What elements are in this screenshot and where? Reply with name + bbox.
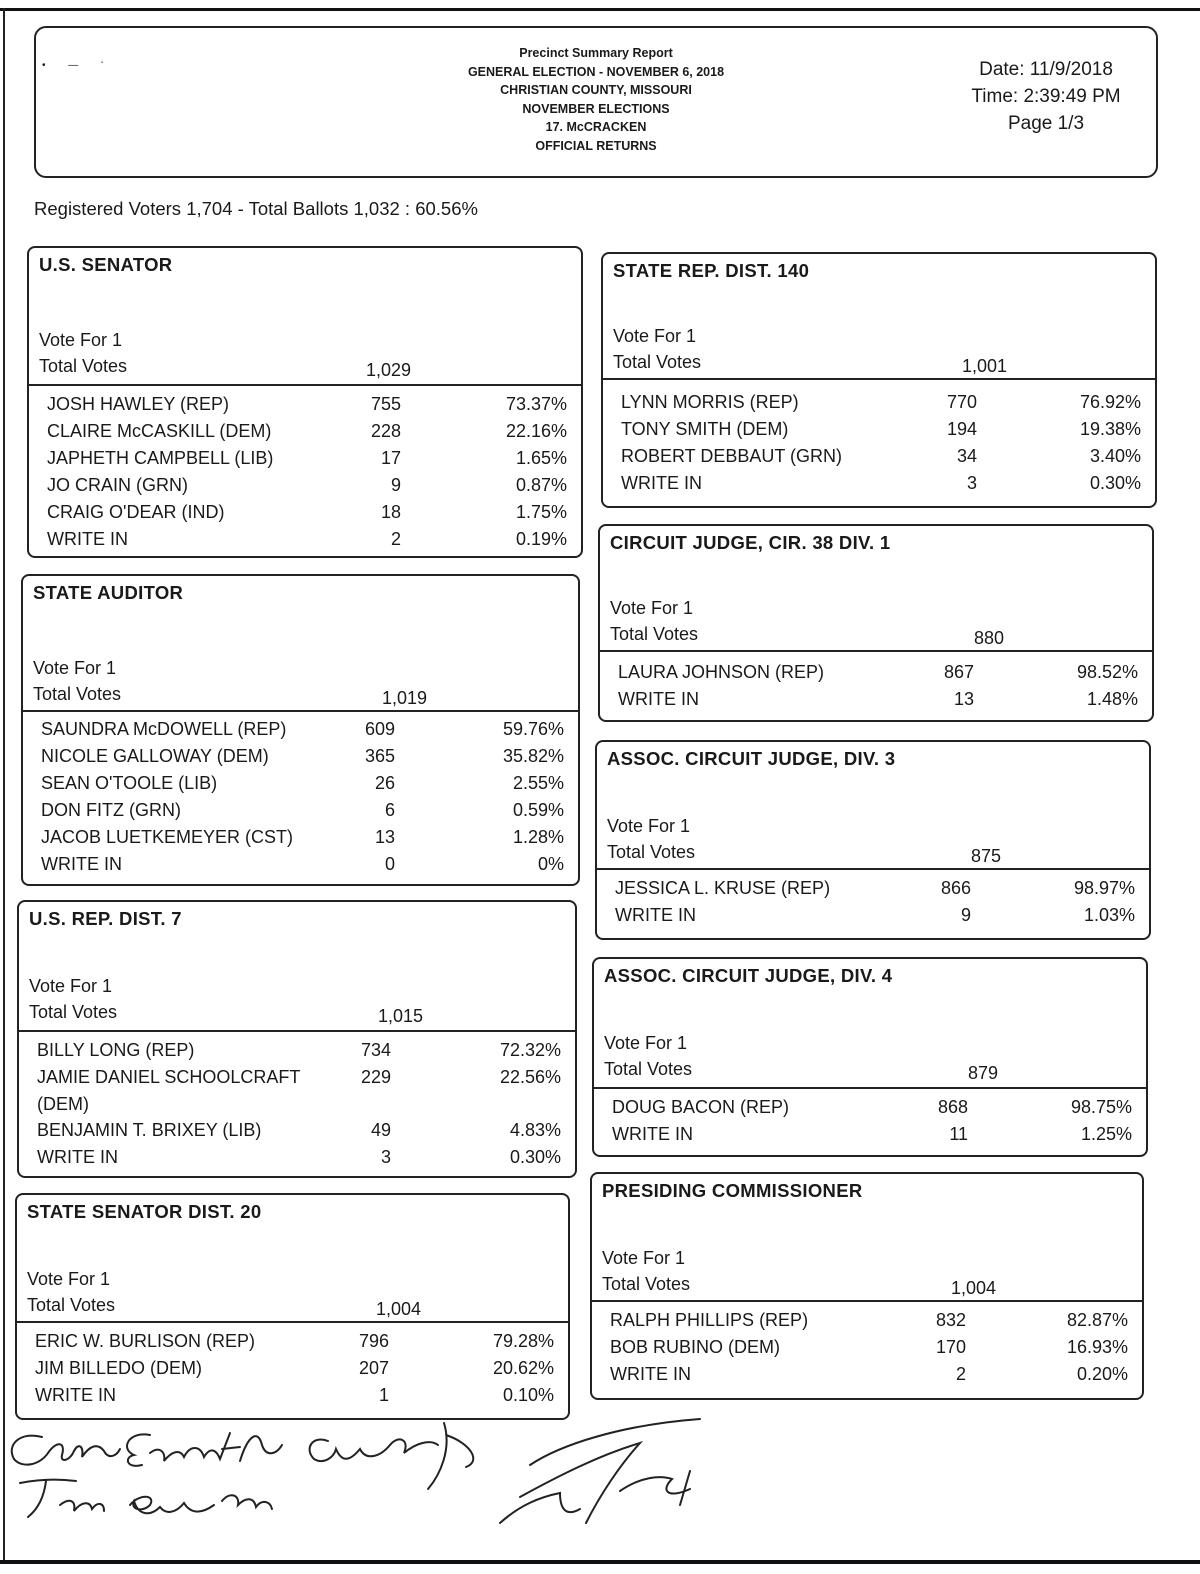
candidate-row — [621, 392, 1147, 419]
candidate-percent: 19.38% — [1079, 419, 1141, 439]
candidate-row — [41, 746, 570, 773]
candidate-percent: 3.40% — [1089, 446, 1141, 466]
signature-initials-right — [500, 1419, 700, 1523]
contest-title: PRESIDING COMMISSIONER — [602, 1180, 863, 1201]
candidate-name: WRITE IN — [621, 473, 702, 493]
candidate-percent: 1.65% — [515, 448, 567, 468]
contest-title: CIRCUIT JUDGE, CIR. 38 DIV. 1 — [610, 532, 891, 553]
candidate-name: CLAIRE McCASKILL (DEM) — [47, 421, 272, 441]
candidate-percent: 0.10% — [502, 1385, 554, 1405]
contest-divider — [29, 384, 581, 386]
candidate-votes: 365 — [364, 746, 395, 766]
top-scan-edge — [0, 8, 1200, 11]
candidate-row — [621, 473, 1147, 500]
candidate-percent: 35.82% — [502, 746, 564, 766]
candidate-name: CRAIG O'DEAR (IND) — [47, 502, 225, 522]
contest-title: STATE AUDITOR — [33, 582, 184, 603]
candidate-row — [612, 1124, 1138, 1151]
candidate-name: JESSICA L. KRUSE (REP) — [615, 878, 831, 898]
contest-divider — [592, 1300, 1142, 1302]
total-votes-label: Total Votes — [27, 1295, 116, 1315]
candidate-percent: 22.56% — [499, 1067, 561, 1087]
candidate-name: WRITE IN — [47, 529, 128, 549]
candidate-votes: 207 — [358, 1358, 389, 1378]
left-scan-edge — [3, 8, 5, 1563]
candidate-votes: 1 — [378, 1385, 389, 1405]
contest-assoc-circuit-judge-div-3 — [595, 740, 1151, 940]
total-votes-label: Total Votes — [613, 352, 702, 372]
contest-title: STATE REP. DIST. 140 — [613, 260, 810, 281]
contest-presiding-commissioner — [590, 1172, 1144, 1400]
registered-voters-summary: Registered Voters 1,704 - Total Ballots 1,032 : 60.56% — [34, 198, 478, 219]
vote-for-label: Vote For 1 — [613, 326, 697, 346]
header-marks: • — ʻ — [42, 60, 114, 71]
candidate-name: ERIC W. BURLISON (REP) — [35, 1331, 256, 1351]
total-votes-label: Total Votes — [29, 1002, 118, 1022]
candidate-percent: 22.16% — [505, 421, 567, 441]
vote-for-label: Vote For 1 — [39, 330, 123, 350]
candidate-row — [47, 394, 573, 421]
candidate-row — [41, 827, 570, 854]
candidate-votes: 734 — [360, 1040, 391, 1060]
candidate-row — [41, 800, 570, 827]
contest-state-auditor — [21, 574, 580, 886]
candidate-row — [41, 719, 570, 746]
candidate-name: LAURA JOHNSON (REP) — [618, 662, 825, 682]
total-votes-label: Total Votes — [33, 684, 122, 704]
contest-title: U.S. REP. DIST. 7 — [29, 908, 182, 929]
candidate-name: WRITE IN — [615, 905, 696, 925]
vote-for-label: Vote For 1 — [602, 1248, 686, 1268]
total-votes-value: 879 — [967, 1063, 998, 1083]
candidate-name: JACOB LUETKEMEYER (CST) — [41, 827, 294, 847]
candidate-name: BILLY LONG (REP) — [37, 1040, 195, 1060]
candidate-votes: 17 — [380, 448, 401, 468]
candidate-votes: 832 — [935, 1310, 966, 1330]
candidate-row — [47, 448, 573, 475]
candidate-votes: 0 — [384, 854, 395, 874]
total-votes-label: Total Votes — [602, 1274, 691, 1294]
contest-title: STATE SENATOR DIST. 20 — [27, 1201, 262, 1222]
candidate-row — [615, 878, 1141, 905]
contest-divider — [603, 378, 1155, 380]
candidate-row — [35, 1331, 560, 1358]
candidate-name: JO CRAIN (GRN) — [47, 475, 188, 495]
candidate-row — [37, 1040, 567, 1067]
candidate-votes: 3 — [380, 1147, 391, 1167]
total-votes-label: Total Votes — [610, 624, 699, 644]
candidate-votes: 13 — [374, 827, 395, 847]
candidate-row — [618, 662, 1144, 689]
candidate-row — [47, 502, 573, 529]
candidate-row — [621, 419, 1147, 446]
candidate-row — [47, 421, 573, 448]
signatures-area — [0, 1405, 800, 1545]
candidate-percent: 79.28% — [492, 1331, 554, 1351]
candidate-percent: 98.75% — [1070, 1097, 1132, 1117]
candidate-name: WRITE IN — [612, 1124, 693, 1144]
candidate-row — [41, 773, 570, 800]
signature-tim-russell — [20, 1480, 272, 1517]
candidate-votes: 13 — [953, 689, 974, 709]
candidate-votes: 6 — [384, 800, 395, 820]
candidate-percent: 59.76% — [502, 719, 564, 739]
candidate-percent: 0.87% — [515, 475, 567, 495]
candidate-votes: 770 — [946, 392, 977, 412]
candidate-row — [610, 1364, 1134, 1391]
county-name: CHRISTIAN COUNTY, MISSOURI — [500, 83, 692, 97]
total-votes-value: 1,001 — [961, 356, 1007, 376]
contest-divider — [600, 650, 1152, 652]
total-votes-value: 1,015 — [377, 1006, 423, 1026]
candidate-row-continued — [37, 1094, 567, 1121]
candidate-votes: 194 — [946, 419, 977, 439]
candidate-percent: 1.75% — [515, 502, 567, 522]
candidate-row — [47, 475, 573, 502]
vote-for-label: Vote For 1 — [610, 598, 694, 618]
candidate-name: BENJAMIN T. BRIXEY (LIB) — [37, 1120, 262, 1140]
candidate-votes: 3 — [966, 473, 977, 493]
vote-for-label: Vote For 1 — [604, 1033, 688, 1053]
report-header — [34, 26, 1158, 178]
report-time: Time: 2:39:49 PM — [971, 86, 1121, 107]
candidate-name: WRITE IN — [41, 854, 122, 874]
candidate-percent: 98.52% — [1076, 662, 1138, 682]
total-votes-value: 1,019 — [381, 688, 427, 708]
candidate-row — [612, 1097, 1138, 1124]
candidate-percent: 2.55% — [512, 773, 564, 793]
candidate-name: JIM BILLEDO (DEM) — [35, 1358, 203, 1378]
candidate-votes: 2 — [955, 1364, 966, 1384]
candidate-percent: 4.83% — [509, 1120, 561, 1140]
contest-title: ASSOC. CIRCUIT JUDGE, DIV. 3 — [607, 748, 896, 769]
candidate-votes: 868 — [937, 1097, 968, 1117]
signature-carla-e-smith — [12, 1423, 474, 1489]
returns-type: OFFICIAL RETURNS — [535, 138, 657, 153]
vote-for-label: Vote For 1 — [29, 976, 113, 996]
total-votes-label: Total Votes — [607, 842, 696, 862]
candidate-name: TONY SMITH (DEM) — [621, 419, 789, 439]
total-votes-label: Total Votes — [604, 1059, 693, 1079]
candidate-votes: 26 — [374, 773, 395, 793]
vote-for-label: Vote For 1 — [33, 658, 117, 678]
candidate-row — [610, 1310, 1134, 1337]
total-votes-value: 1,004 — [950, 1278, 996, 1298]
total-votes-value: 1,004 — [375, 1299, 421, 1319]
bottom-scan-edge — [0, 1560, 1200, 1564]
contest-assoc-circuit-judge-div-4 — [592, 957, 1148, 1157]
candidate-name: JAPHETH CAMPBELL (LIB) — [47, 448, 274, 468]
candidate-percent: 1.03% — [1083, 905, 1135, 925]
total-votes-value: 1,029 — [365, 360, 411, 380]
candidate-votes: 9 — [960, 905, 971, 925]
candidate-row — [615, 905, 1141, 932]
candidate-name: WRITE IN — [37, 1147, 118, 1167]
candidate-votes: 796 — [358, 1331, 389, 1351]
candidate-votes: 11 — [949, 1124, 968, 1144]
contest-divider — [17, 1321, 568, 1323]
total-votes-label: Total Votes — [39, 356, 128, 376]
candidate-name: SAUNDRA McDOWELL (REP) — [41, 719, 287, 739]
report-date: Date: 11/9/2018 — [979, 59, 1113, 80]
candidate-row — [35, 1358, 560, 1385]
contest-title: U.S. SENATOR — [39, 254, 173, 275]
candidate-percent: 0.19% — [515, 529, 567, 549]
candidate-name: NICOLE GALLOWAY (DEM) — [41, 746, 269, 766]
candidate-votes: 34 — [956, 446, 977, 466]
election-name: GENERAL ELECTION - NOVEMBER 6, 2018 — [467, 64, 725, 79]
candidate-votes: 9 — [390, 475, 401, 495]
contest-circuit-judge-38-div-1 — [598, 524, 1154, 722]
candidate-row — [610, 1337, 1134, 1364]
candidate-row — [47, 529, 573, 556]
candidate-percent: 16.93% — [1066, 1337, 1128, 1357]
candidate-votes: 609 — [364, 719, 395, 739]
candidate-name: WRITE IN — [35, 1385, 116, 1405]
candidate-percent: 1.25% — [1080, 1124, 1132, 1144]
candidate-votes: 170 — [935, 1337, 966, 1357]
candidate-row — [41, 854, 570, 881]
contest-us-senator — [27, 246, 583, 558]
candidate-percent: 73.37% — [505, 394, 567, 414]
candidate-percent: 0% — [537, 854, 564, 874]
candidate-row — [618, 689, 1144, 716]
candidate-name: JOSH HAWLEY (REP) — [47, 394, 230, 414]
candidate-percent: 0.30% — [1089, 473, 1141, 493]
candidate-percent: 1.28% — [512, 827, 564, 847]
candidate-votes: 228 — [370, 421, 401, 441]
candidate-row — [37, 1147, 567, 1174]
candidate-name: LYNN MORRIS (REP) — [621, 392, 799, 412]
precinct-name: 17. McCRACKEN — [545, 120, 647, 134]
candidate-votes: 229 — [360, 1067, 391, 1087]
candidate-name: SEAN O'TOOLE (LIB) — [41, 773, 218, 793]
contest-divider — [23, 710, 578, 712]
candidate-votes: 867 — [943, 662, 974, 682]
header-meta — [946, 56, 1146, 137]
report-title: Precinct Summary Report — [519, 46, 673, 60]
candidate-votes: 18 — [380, 502, 401, 522]
candidate-name: RALPH PHILLIPS (REP) — [610, 1310, 809, 1330]
contest-divider — [19, 1030, 575, 1032]
total-votes-value: 880 — [973, 628, 1004, 648]
candidate-name: BOB RUBINO (DEM) — [610, 1337, 781, 1357]
candidate-votes: 866 — [940, 878, 971, 898]
candidate-name: WRITE IN — [610, 1364, 691, 1384]
vote-for-label: Vote For 1 — [607, 816, 691, 836]
candidate-percent: 0.59% — [512, 800, 564, 820]
candidate-row — [37, 1067, 567, 1094]
candidate-percent: 20.62% — [492, 1358, 554, 1378]
candidate-percent: 98.97% — [1073, 878, 1135, 898]
candidate-name: DOUG BACON (REP) — [612, 1097, 790, 1117]
contest-us-rep-dist-7 — [17, 900, 577, 1178]
candidate-name: DON FITZ (GRN) — [41, 800, 181, 820]
candidate-row — [621, 446, 1147, 473]
contest-state-senator-dist-20 — [15, 1193, 570, 1420]
candidate-name: JAMIE DANIEL SCHOOLCRAFT — [37, 1067, 301, 1087]
candidate-votes: 2 — [390, 529, 401, 549]
candidate-percent: 76.92% — [1079, 392, 1141, 412]
candidate-name: WRITE IN — [618, 689, 699, 709]
candidate-votes: 49 — [370, 1120, 391, 1140]
vote-for-label: Vote For 1 — [27, 1269, 111, 1289]
candidate-row — [37, 1120, 567, 1147]
candidate-percent: 0.20% — [1076, 1364, 1128, 1384]
candidate-percent: 72.32% — [499, 1040, 561, 1060]
candidate-name-line2: (DEM) — [37, 1094, 89, 1114]
total-votes-value: 875 — [970, 846, 1001, 866]
candidate-votes: 755 — [370, 394, 401, 414]
candidate-percent: 0.30% — [509, 1147, 561, 1167]
contest-title: ASSOC. CIRCUIT JUDGE, DIV. 4 — [604, 965, 893, 986]
contest-state-rep-dist-140 — [601, 252, 1157, 508]
contest-divider — [594, 1087, 1146, 1089]
candidate-percent: 1.48% — [1086, 689, 1138, 709]
candidate-name: ROBERT DEBBAUT (GRN) — [621, 446, 843, 466]
contest-divider — [597, 868, 1149, 870]
elections-group: NOVEMBER ELECTIONS — [522, 101, 670, 116]
page-number: Page 1/3 — [1007, 113, 1085, 134]
candidate-percent: 82.87% — [1066, 1310, 1128, 1330]
